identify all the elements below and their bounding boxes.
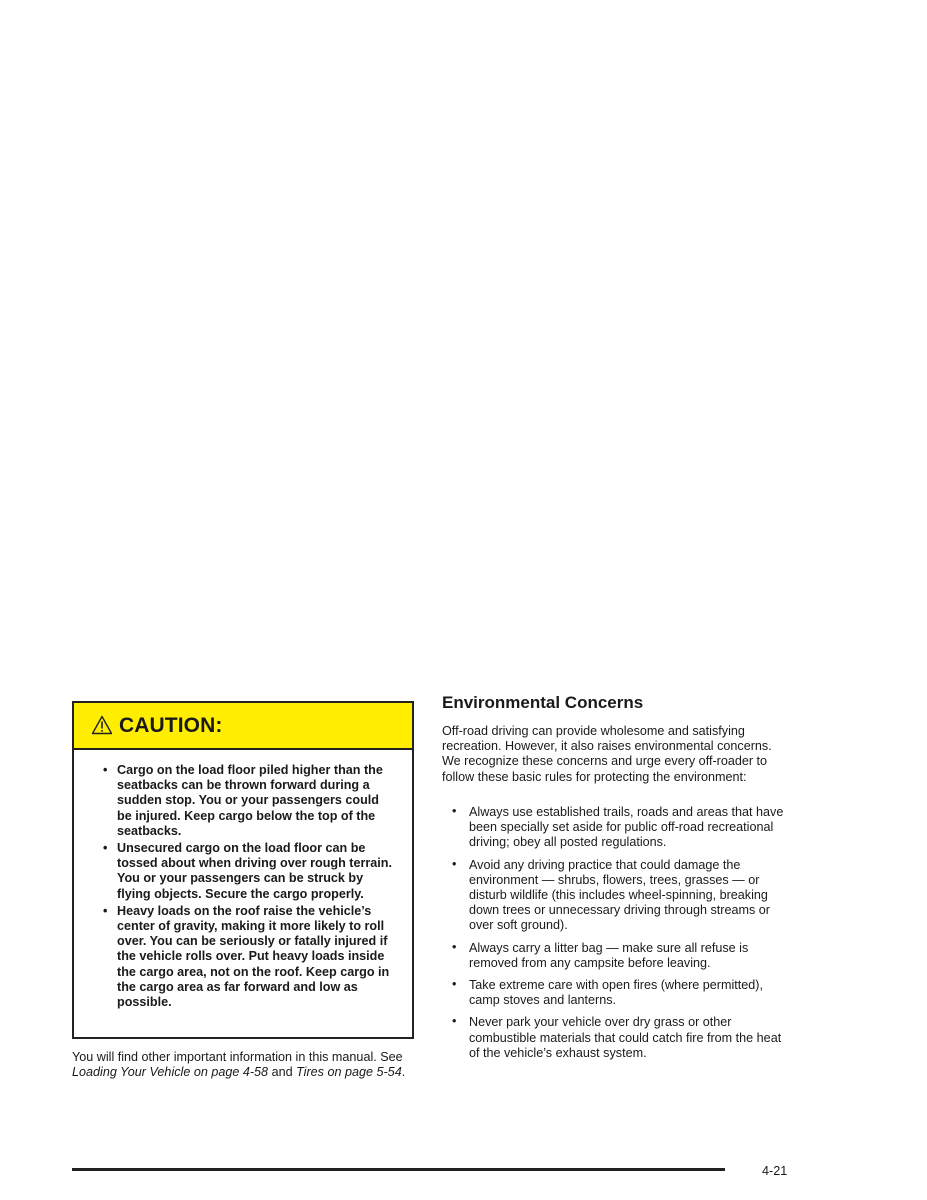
caution-item-text: Cargo on the load floor piled higher than the seatbacks can be thrown forward during a sudden stop. You or your passengers could be injured. Keep cargo below the top of the seatbacks. (117, 763, 383, 838)
paragraph-text: . (401, 1065, 406, 1080)
bullet: • (103, 763, 108, 777)
bullet: • (452, 856, 457, 871)
caution-title: CAUTION: (119, 713, 223, 737)
bullet: • (452, 977, 457, 992)
list-item (442, 1015, 792, 1061)
bullet: • (452, 804, 457, 818)
caution-item-text: Heavy loads on the roof raise the vehicle’s center of gravity, making it more likely to roll over. You can be seriously or fatally injured if the vehicle rolls over. Put heavy loads inside the cargo area, not on the roof. Keep cargo in the cargo area as far forward and low as possible. (117, 903, 390, 1010)
bullet: • (103, 903, 108, 918)
list-item (442, 941, 792, 971)
list-item-text: Avoid any driving practice that could damage the environment — shrubs, flowers, trees, grasses — or disturb wildlife (this includes wheel-spinning, breaking down trees or unnecessary driving through streams or over soft ground). (469, 857, 770, 933)
page-number: 4-21 (762, 1164, 788, 1178)
section-heading: Environmental Concerns (442, 693, 644, 712)
paragraph-text: and (268, 1065, 297, 1080)
list-item (442, 805, 792, 851)
bullet: • (103, 841, 108, 856)
caution-item (100, 841, 394, 902)
reference-tires[interactable]: Tires on page 5-54 (296, 1065, 402, 1080)
bullet: • (452, 939, 457, 954)
section-intro: Off-road driving can provide wholesome and satisfying recreation. However, it also raises environmental concerns. We recognize these concerns and urge every off-roader to follow these basic rules for protecting the environment: (442, 724, 772, 784)
list-item-text: Take extreme care with open fires (where permitted), camp stoves and lanterns. (469, 978, 763, 1008)
caution-item (100, 904, 394, 1010)
list-item (442, 858, 792, 934)
caution-item (100, 763, 394, 839)
caution-header (74, 703, 412, 750)
caution-box (72, 701, 414, 1039)
paragraph-text: You will find other important information in this manual. See (72, 1050, 403, 1064)
caution-list (74, 750, 412, 1010)
warning-triangle-icon (91, 715, 113, 735)
bullet: • (452, 1014, 457, 1029)
caution-item-text: Unsecured cargo on the load floor can be tossed about when driving over rough terrain. You or your passengers can be struck by flying objects. Secure the cargo properly. (117, 841, 392, 901)
list-item-text: Always carry a litter bag — make sure all refuse is removed from any campsite before leaving. (469, 940, 749, 970)
footer-rule (72, 1168, 725, 1171)
cross-reference-paragraph (72, 1050, 417, 1080)
list-item-text: Never park your vehicle over dry grass or other combustible materials that could catch fire from the heat of the vehicle’s exhaust system. (469, 1015, 782, 1060)
list-item-text: Always use established trails, roads and areas that have been specially set aside for public off-road recreational driving; obey all posted regulations. (469, 805, 784, 850)
reference-loading-your-vehicle[interactable]: Loading Your Vehicle on page 4-58 (72, 1065, 269, 1080)
environment-rules-list (442, 805, 792, 1068)
list-item (442, 978, 792, 1008)
